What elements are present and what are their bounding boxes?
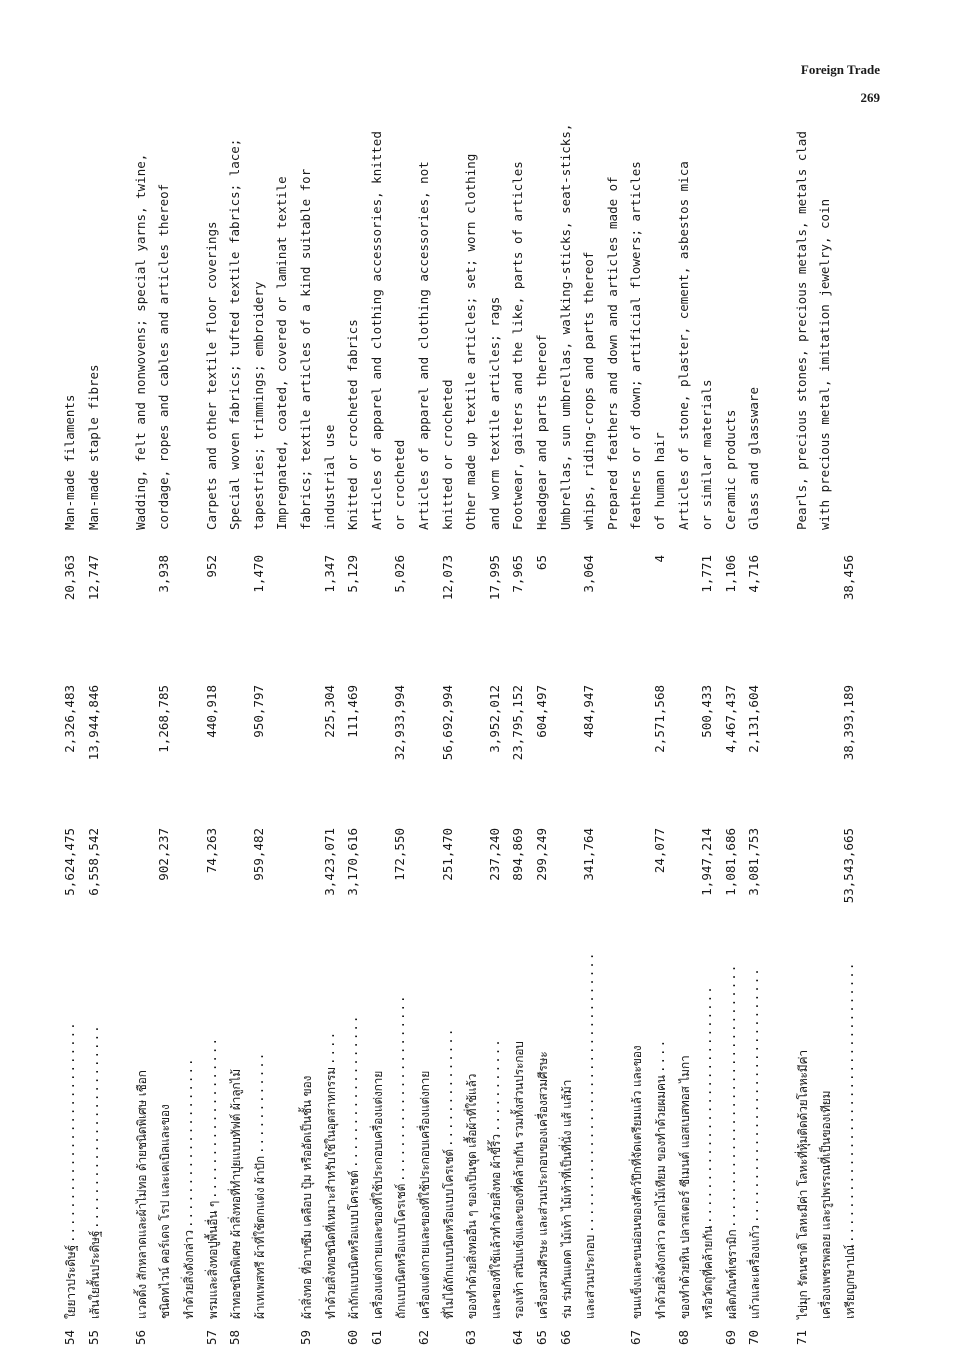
- import-value: 2,571,568: [652, 685, 667, 753]
- table-row: [345, 140, 367, 1345]
- thai-description: ไข่มุก รัตนชาติ โลหะมีค่า โลหะที่หุ้มติดด้วยโลหะมีค่า: [795, 1050, 810, 1319]
- import-quantity: 53,543,665: [840, 828, 856, 904]
- english-description: knitted or crocheted: [439, 379, 455, 530]
- thai-description: และของที่ใช้แล้วทำด้วยสิ่งทอ ผ้าขี้ริ้ว: [488, 1134, 503, 1319]
- english-description: Other made up textile articles; set; worn clothing: [463, 153, 479, 530]
- export-quantity: 17,995: [486, 555, 502, 601]
- thai-description: ชนิดทไวน์ คอร์เดจ โรป และเคเบิลและของ: [158, 1104, 173, 1319]
- table-row: [298, 140, 320, 1345]
- table-row: [723, 140, 745, 1345]
- thai-description: เครื่องเพชรพลอย และรูปพรรณที่เป็นของเทียม: [819, 1090, 834, 1319]
- table-row: [156, 140, 178, 1345]
- thai-description: รองเท้า สนับแข้งและของที่คล้ายกัน รวมทั้งส่วนประกอบ: [512, 1041, 527, 1319]
- import-quantity: 894,869: [510, 828, 526, 881]
- hs-chapter-number: 59: [298, 1329, 313, 1345]
- hs-chapter-number: 69: [722, 1329, 738, 1345]
- import-value: 1,268,785: [156, 685, 172, 753]
- table-row: [628, 140, 650, 1345]
- thai-description: ทำด้วยสิ่งดังกล่าว ดอกไม้เทียม ของทำด้วยผมคน: [654, 1075, 668, 1319]
- thai-description: ทำด้วยสิ่งทอชนิดที่เหมาะสำหรับใช้ในอุตสาหกรรม: [323, 1066, 338, 1319]
- table-row: [746, 140, 768, 1345]
- table-row: [322, 140, 344, 1345]
- thai-description: หรือวัตถุที่คล้ายกัน: [701, 1225, 716, 1319]
- table-row: [133, 140, 155, 1345]
- dot-leader: ..............: [439, 1027, 455, 1147]
- page-header: [760, 62, 880, 106]
- table-row: [534, 140, 556, 1345]
- export-quantity: 65: [534, 555, 549, 571]
- dot-leader: ....: [321, 1030, 337, 1065]
- export-quantity: 3,064: [581, 555, 597, 593]
- table-row: [841, 140, 863, 1345]
- english-description: Impregnated, coated, covered or laminat textile: [274, 176, 290, 530]
- import-value: 950,797: [250, 685, 266, 738]
- english-description: with precious metal, imitation jewelry, coin: [817, 198, 833, 530]
- export-quantity: 1,347: [321, 555, 337, 593]
- import-quantity: 74,263: [203, 828, 219, 874]
- hs-chapter-number: 63: [463, 1329, 479, 1345]
- english-description: Special woven fabrics; tufted textile fabrics; lace;: [227, 138, 243, 530]
- import-value: 111,469: [345, 685, 361, 738]
- import-quantity: 1,947,214: [699, 828, 715, 896]
- english-description: Knitted or crocheted fabrics: [345, 319, 361, 530]
- thai-description: ของทำด้วยหิน ปลาสเตอร์ ซีเมนต์ แอสเบสทอส ไมกา: [677, 1055, 692, 1319]
- export-quantity: 20,363: [62, 555, 77, 601]
- export-quantity: 4: [652, 555, 667, 563]
- table-row: [817, 140, 839, 1345]
- table-row: [581, 140, 603, 1345]
- table-row: [251, 140, 273, 1345]
- dot-leader: ....: [652, 1038, 667, 1073]
- import-value: 225,304: [321, 685, 337, 738]
- thai-description: ของทำด้วยสิ่งทออื่น ๆ ของเป็นชุด เสื้อผ้าที่ใช้แล้ว: [465, 1073, 480, 1319]
- import-quantity: 959,482: [250, 828, 266, 881]
- table-row: [605, 140, 627, 1345]
- table-row: [793, 131, 816, 1345]
- table-row: [440, 140, 462, 1345]
- dot-leader: ............................: [699, 985, 715, 1224]
- import-value: 2,131,604: [746, 685, 762, 753]
- table-row: [487, 140, 509, 1345]
- table-row: [416, 140, 438, 1345]
- trade-table: [62, 123, 862, 1345]
- table-row: [510, 140, 532, 1345]
- hs-chapter-number: 66: [557, 1329, 573, 1345]
- table-row: [557, 123, 580, 1345]
- thai-description: ขนแข็งและขนอ่อนของสัตว์ปีกที่จัดเตรียมแล้ว และของ: [630, 1045, 645, 1319]
- import-value: 2,326,483: [62, 685, 77, 753]
- import-value: 484,947: [581, 685, 597, 738]
- english-description: fabrics; textile articles of a kind suitable for: [298, 168, 313, 530]
- table-row: [699, 140, 721, 1345]
- import-quantity: 1,081,686: [722, 828, 738, 896]
- thai-description: และส่วนประกอบ: [583, 1235, 598, 1319]
- import-value: 38,393,189: [840, 685, 856, 761]
- import-value: 3,952,012: [486, 685, 502, 753]
- import-quantity: 3,081,753: [746, 828, 762, 896]
- thai-description: ถักแบบนิตหรือแบบโครเชต์: [394, 1183, 409, 1319]
- hs-chapter-number: 60: [345, 1329, 361, 1345]
- dot-leader: .................................: [840, 961, 856, 1243]
- section-title: Foreign Trade: [800, 62, 880, 77]
- import-quantity: 6,558,542: [85, 828, 101, 896]
- thai-description: เส้นใยสั้นประดิษฐ์: [87, 1230, 102, 1319]
- english-description: or similar materials: [699, 379, 715, 530]
- import-quantity: 3,423,071: [321, 828, 337, 896]
- export-quantity: 12,073: [439, 555, 455, 601]
- export-quantity: 4,716: [746, 555, 762, 593]
- english-description: feathers or of down; artificial flowers; articles: [628, 161, 644, 530]
- english-description: of human hair: [652, 432, 667, 530]
- english-description: Headgear and parts thereof: [534, 334, 549, 530]
- dot-leader: ........................: [85, 1024, 101, 1229]
- table-row: [180, 140, 202, 1345]
- table-row: [676, 140, 698, 1345]
- export-quantity: 5,026: [392, 555, 408, 593]
- thai-description: ผ้าถักแบบนิตหรือแบบโครเชต์: [347, 1170, 362, 1319]
- dot-leader: ....................: [180, 1057, 195, 1228]
- import-value: 440,918: [203, 685, 219, 738]
- dot-leader: ......................: [392, 994, 408, 1182]
- import-value: 13,944,846: [85, 685, 101, 761]
- table-row: [86, 140, 108, 1345]
- english-description: Ceramic products: [722, 409, 738, 530]
- page-number: 269: [860, 90, 880, 105]
- import-value: 500,433: [699, 685, 715, 738]
- english-description: tapestries; trimmings; embroidery: [250, 281, 266, 530]
- thai-description: แก้วและเครื่องแก้ว: [748, 1225, 763, 1319]
- import-value: 604,497: [534, 685, 549, 738]
- english-description: Wadding, felt and nonwovens; special yarns, twine,: [132, 153, 148, 530]
- english-description: Articles of apparel and clothing accessories, not: [416, 161, 431, 530]
- thai-description: เครื่องแต่งกายและของที่ใช้ประกอบเครื่องแต่งกาย: [370, 1070, 385, 1319]
- import-value: 56,692,994: [439, 685, 455, 761]
- english-description: Carpets and other textile floor coverings: [203, 221, 219, 530]
- english-description: Prepared feathers and down and articles made of: [604, 176, 620, 530]
- import-quantity: 172,550: [392, 828, 408, 881]
- dot-leader: ..........................: [62, 1021, 77, 1243]
- hs-chapter-number: 68: [675, 1329, 691, 1345]
- english-description: Articles of apparel and clothing accessories, knitted: [368, 131, 384, 530]
- english-description: Man-made staple fibres: [85, 364, 101, 530]
- table-row: [392, 140, 414, 1345]
- dot-leader: ..................: [345, 1014, 361, 1168]
- english-description: Articles of stone, plaster, cement, asbestos mica: [675, 161, 691, 530]
- import-quantity: 3,170,616: [345, 828, 361, 896]
- thai-description: ผ้าเทเพสทรี ผ้าที่ใช้ตกแต่ง ผ้าปัก: [252, 1156, 267, 1319]
- dot-leader: ............: [250, 1051, 266, 1154]
- hs-chapter-number: 61: [368, 1329, 384, 1345]
- export-quantity: 1,106: [722, 555, 738, 593]
- thai-description: ผลิตภัณฑ์เซรามิก: [724, 1229, 739, 1319]
- english-description: Glass and glassware: [746, 387, 762, 530]
- thai-description: ผ้าทอชนิดพิเศษ ผ้าสิ่งทอที่ทำปุยแบบทัฟต์ ผ้าลูกไม้: [229, 1069, 244, 1319]
- hs-chapter-number: 56: [132, 1329, 148, 1345]
- export-quantity: 1,771: [699, 555, 715, 593]
- export-quantity: 5,129: [345, 555, 361, 593]
- english-description: Man-made filaments: [62, 394, 77, 530]
- import-quantity: 24,077: [652, 828, 667, 874]
- table-row: [204, 140, 226, 1345]
- table-row: [62, 140, 84, 1345]
- dot-leader: ...................: [203, 1037, 219, 1199]
- thai-description: เครื่องแต่งกายและของที่ใช้ประกอบเครื่องแต่งกาย: [418, 1070, 432, 1319]
- export-quantity: 12,747: [85, 555, 101, 601]
- thai-description: ใยยาวประดิษฐ์: [64, 1244, 78, 1319]
- import-value: 32,933,994: [392, 685, 408, 761]
- import-quantity: 299,249: [534, 828, 549, 881]
- import-value: 23,795,152: [510, 685, 526, 761]
- hs-chapter-number: 70: [746, 1329, 762, 1345]
- thai-description: ผ้าสิ่งทอ ที่อาบซึม เคลือบ ปุ้ม หรืออัดเป็นชั้น ของ: [300, 1075, 314, 1319]
- thai-description: เหรียญกษาปณ์: [842, 1244, 857, 1319]
- export-quantity: 7,965: [510, 555, 526, 593]
- import-quantity: 5,624,475: [62, 828, 77, 896]
- import-quantity: 341,764: [581, 828, 597, 881]
- thai-description: ที่ไม่ได้ถักแบบนิตหรือแบบโครเชต์: [441, 1149, 456, 1319]
- hs-chapter-number: 67: [628, 1329, 644, 1345]
- hs-chapter-number: 64: [510, 1329, 526, 1345]
- export-quantity: 38,456: [840, 555, 856, 601]
- english-description: or crocheted: [392, 439, 408, 530]
- table-row: [368, 131, 391, 1345]
- import-quantity: 902,237: [156, 828, 172, 881]
- hs-chapter-number: 58: [227, 1329, 243, 1345]
- thai-description: เครื่องสวมศีรษะ และส่วนประกอบของเครื่องสวมศีรษะ: [536, 1051, 550, 1319]
- dot-leader: ...............................: [722, 963, 738, 1228]
- english-description: and worm textile articles; rags: [486, 296, 502, 530]
- dot-leader: ...........: [486, 1038, 502, 1132]
- export-quantity: 1,470: [250, 555, 266, 593]
- export-quantity: 3,938: [156, 555, 172, 593]
- table-row: [770, 140, 792, 1345]
- thai-description: ทำด้วยสิ่งดังกล่าว: [182, 1230, 196, 1319]
- hs-chapter-number: 71: [793, 1329, 809, 1345]
- export-quantity: 952: [203, 555, 219, 578]
- import-quantity: 251,470: [439, 828, 455, 881]
- dot-leader: .................................: [581, 951, 597, 1233]
- table-row: [109, 140, 131, 1345]
- import-value: 4,467,437: [722, 685, 738, 753]
- table-row: [274, 140, 296, 1345]
- import-quantity: 237,240: [486, 828, 502, 881]
- english-description: industrial use: [321, 424, 337, 530]
- table-row: [463, 140, 485, 1345]
- hs-chapter-number: 54: [62, 1329, 77, 1345]
- hs-chapter-number: 62: [416, 1329, 431, 1345]
- dot-leader: ..............................: [746, 967, 762, 1223]
- table-row: [227, 140, 249, 1345]
- english-description: whips, riding-crops and parts thereof: [581, 251, 597, 530]
- thai-description: พรมและสิ่งทอปูพื้นอื่น ๆ: [205, 1200, 220, 1319]
- hs-chapter-number: 57: [203, 1329, 219, 1345]
- thai-description: ร่ม ร่มกันแดด ไม้เท้า ไม้เท้าที่เป็นที่นั่ง แส้ แส้ม้า: [559, 1079, 574, 1319]
- thai-description: แวดดิ้ง สักหลาดและผ้าไม่ทอ ด้ายชนิดพิเศษ เชือก: [134, 1070, 149, 1319]
- table-row: [652, 140, 674, 1345]
- english-description: cordage, ropes and cables and articles thereof: [156, 183, 172, 530]
- english-description: Footwear, gaiters and the like, parts of articles: [510, 161, 526, 530]
- english-description: Pearls, precious stones, precious metals, metals clad: [793, 131, 809, 530]
- hs-chapter-number: 55: [85, 1329, 101, 1345]
- english-description: Umbrellas, sun umbrellas, walking-sticks, seat-sticks,: [557, 123, 573, 530]
- hs-chapter-number: 65: [534, 1329, 549, 1345]
